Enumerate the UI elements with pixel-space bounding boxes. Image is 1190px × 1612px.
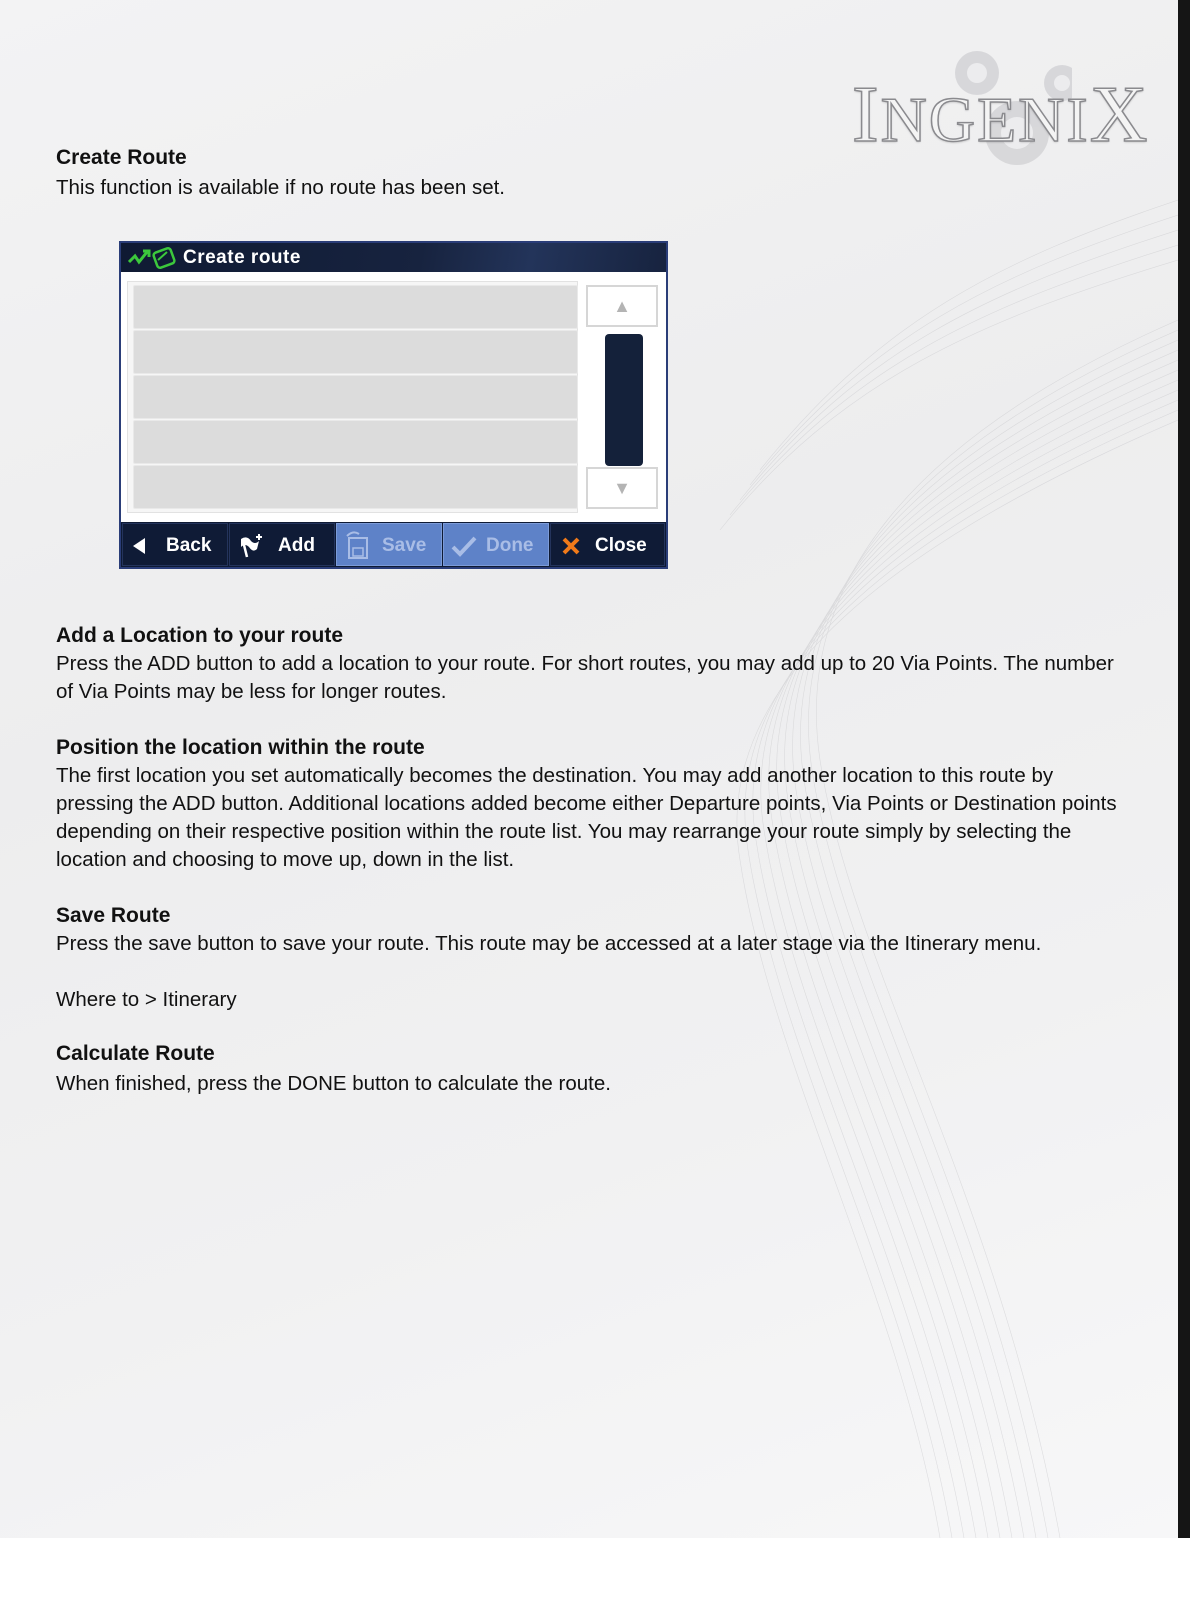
scrollbar-thumb[interactable] [605,334,643,466]
list-item[interactable] [133,330,578,374]
list-item[interactable] [133,375,578,419]
add-location-text: Press the ADD button to add a location to your route. For short routes, you may add up to 20 Via Points. The number of Via Points may be less for longer routes. [56,652,1114,703]
close-x-icon [561,536,581,556]
dialog-title: Create route [183,247,301,268]
scroll-up-button[interactable] [586,285,658,327]
dialog-toolbar [121,522,666,567]
checkmark-icon [451,535,477,557]
scroll-down-button[interactable] [586,467,658,509]
arrow-up-icon: ▲ [613,296,631,316]
list-item[interactable] [133,465,578,509]
create-route-heading: Create Route [56,146,187,169]
save-button[interactable] [336,523,442,566]
add-flag-icon [237,533,265,559]
save-disk-icon [345,530,371,560]
ingenix-logo [852,58,1152,178]
add-button-label: Add [278,535,315,556]
add-button[interactable] [229,523,335,566]
list-item[interactable] [133,285,578,329]
logo-wordmark: INGENIX [852,71,1150,159]
create-route-dialog [119,241,668,569]
menu-path-text: Where to > Itinerary [56,988,237,1011]
back-button-label: Back [166,535,212,556]
page-edge-bar [1178,0,1190,1538]
close-button[interactable] [550,523,665,566]
dialog-titlebar [121,243,666,272]
done-button-label: Done [486,535,534,556]
position-location-heading: Position the location within the route [56,736,425,759]
arrow-down-icon: ▼ [613,478,631,498]
route-icon [127,246,179,270]
save-route-heading: Save Route [56,904,171,927]
close-button-label: Close [595,535,647,556]
back-arrow-icon [131,537,147,555]
save-button-label: Save [382,535,427,556]
route-list [127,281,578,513]
add-location-heading: Add a Location to your route [56,624,343,647]
done-button[interactable] [443,523,549,566]
list-item[interactable] [133,420,578,464]
calculate-route-heading: Calculate Route [56,1042,215,1065]
create-route-text: This function is available if no route has been set. [56,176,505,199]
save-route-text: Press the save button to save your route. This route may be accessed at a later stage via the Itinerary menu. [56,932,1042,955]
position-location-text: The first location you set automatically becomes the destination. You may add another location to this route by pressing the ADD button. Additional locations added become either Departure points, Via Points or Destination points depending on their respective position within the route list. You may rearrange your route simply by selecting the location and choosing to move up, down in the list. [56,764,1117,871]
back-button[interactable] [122,523,228,566]
calculate-route-text: When finished, press the DONE button to calculate the route. [56,1072,611,1095]
